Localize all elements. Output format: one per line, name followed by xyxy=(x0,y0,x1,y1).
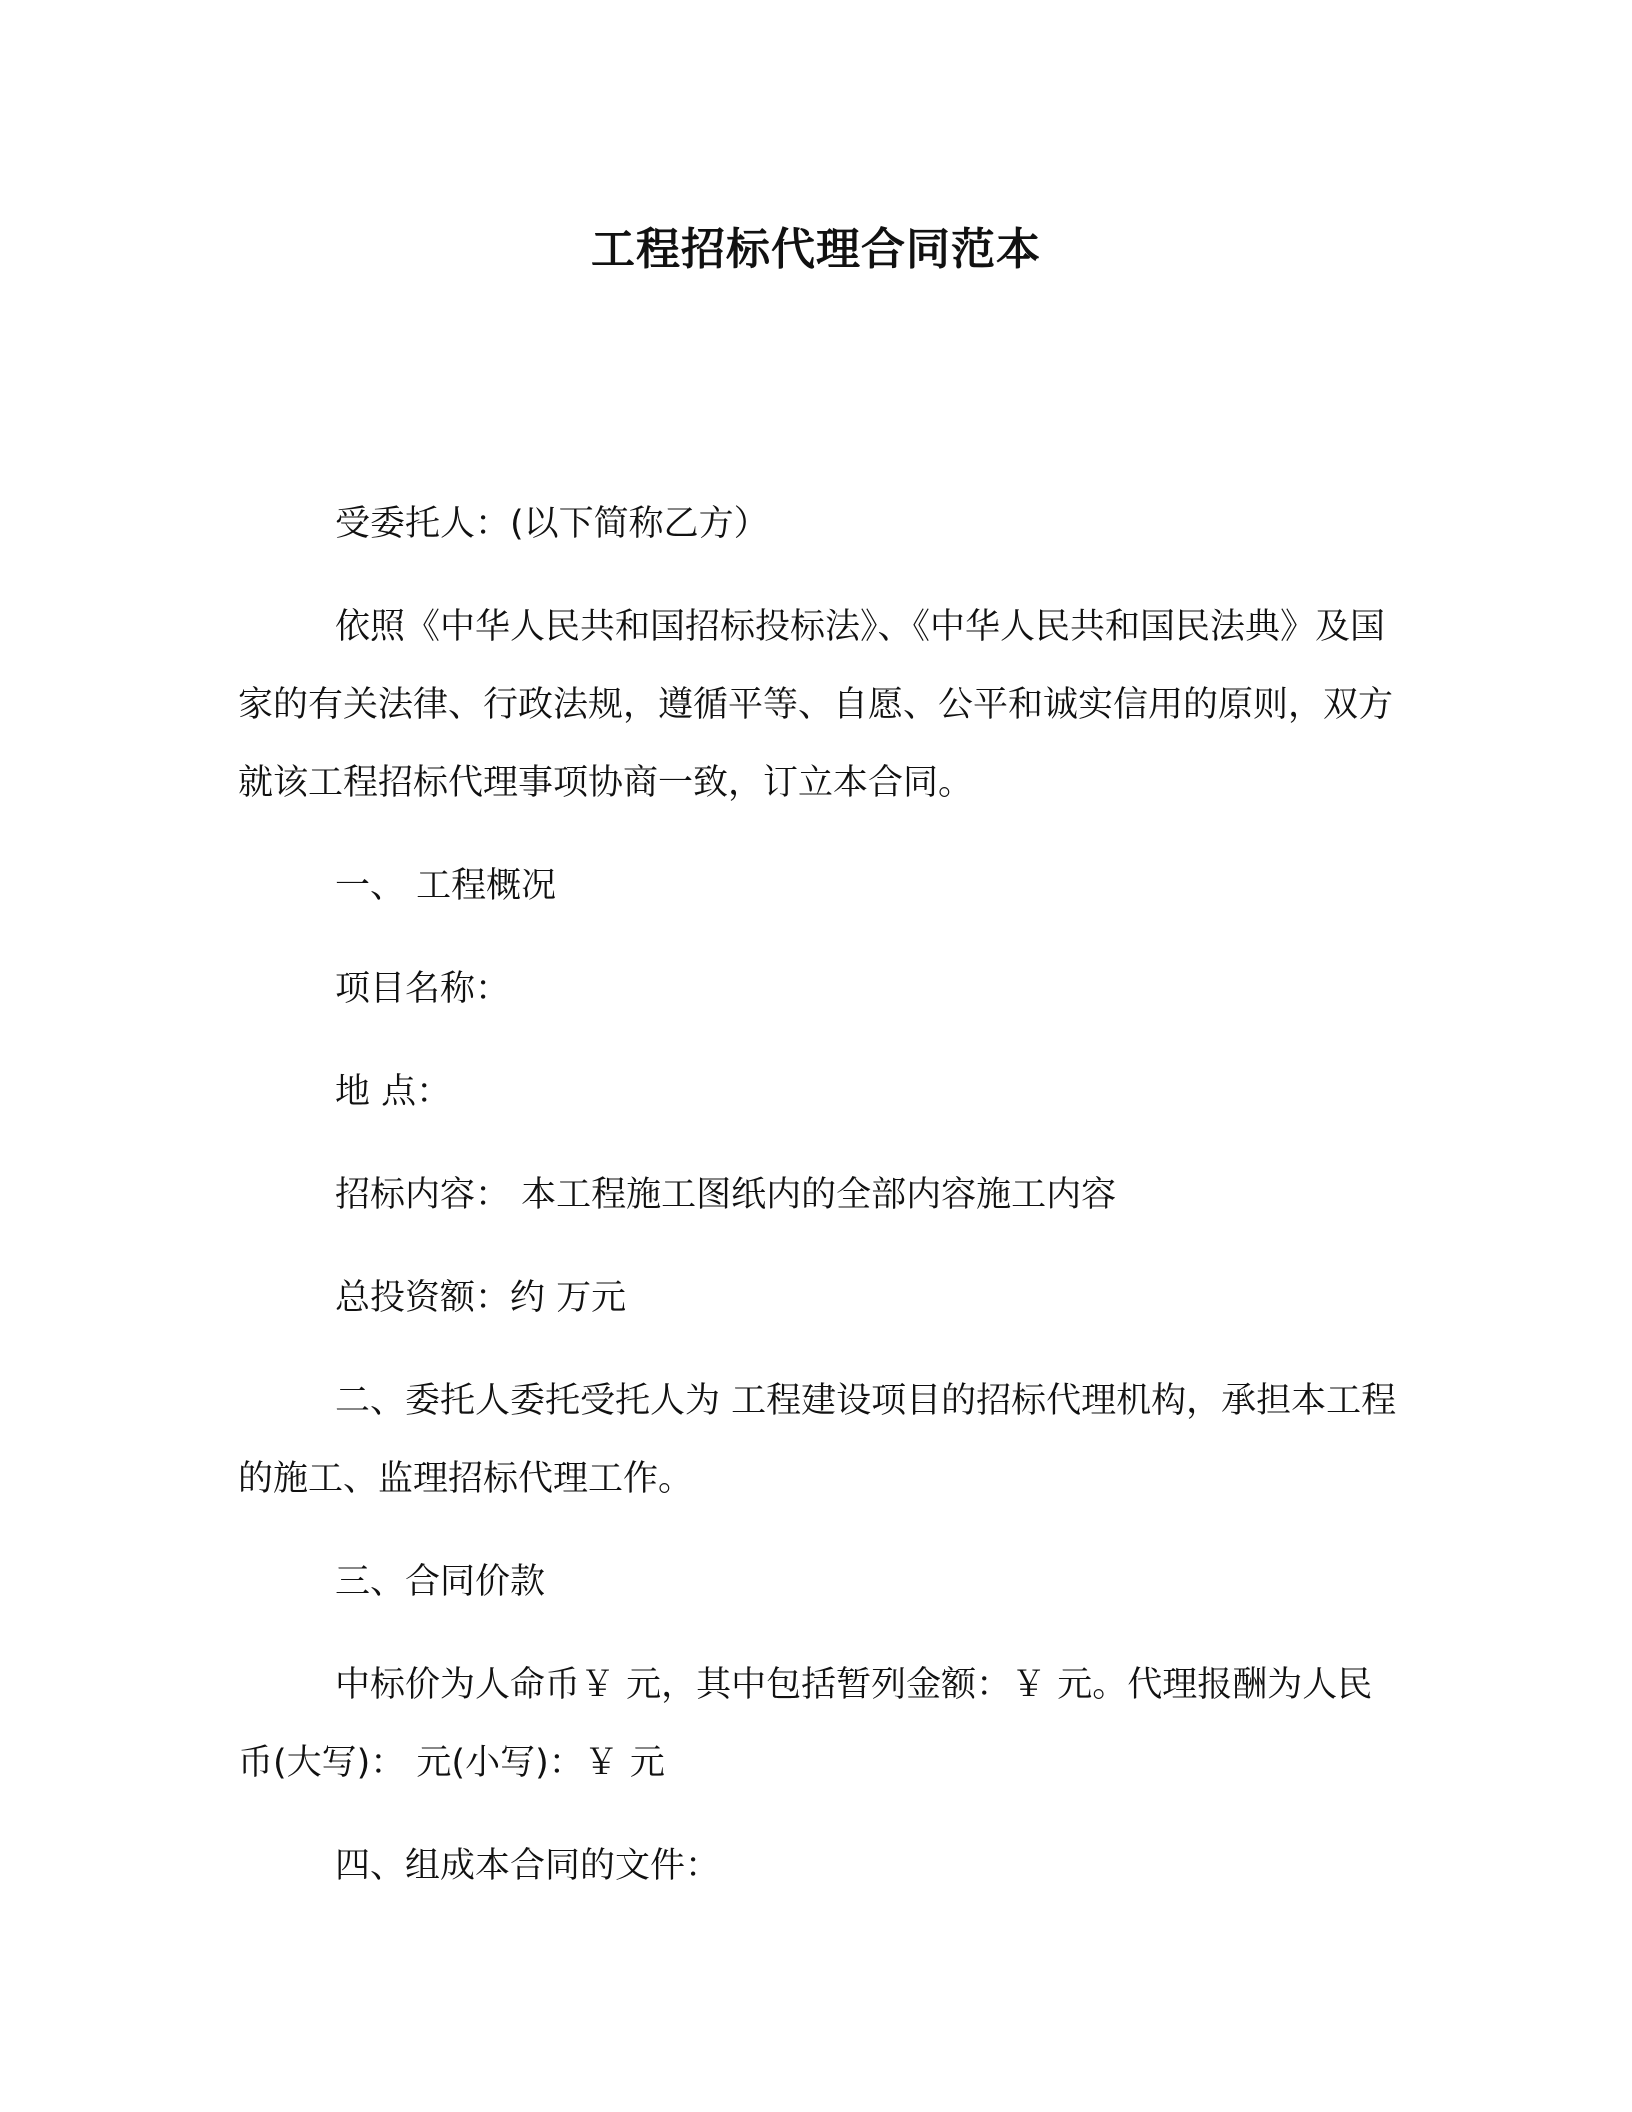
section-heading-project-overview: 一、 工程概况 xyxy=(335,866,557,906)
paragraph-entrustment: 二、委托人委托受托人为 工程建设项目的招标代理机构，承担本工程的施工、监理招标代理工作。 xyxy=(238,1381,1397,1499)
section-heading-contract-documents: 四、组成本合同的文件： xyxy=(335,1846,721,1886)
paragraph-contract-price: 中标价为人命币￥ 元，其中包括暂列金额：￥ 元。代理报酬为人民币(大写)： 元(小写)：￥ 元 xyxy=(238,1665,1373,1783)
paragraph-legal-basis: 依照《中华人民共和国招标投标法》、《中华人民共和国民法典》及国家的有关法律、行政法规，遵循平等、自愿、公平和诚实信用的原则，双方就该工程招标代理事项协商一致，订立本合同。 xyxy=(238,607,1394,803)
field-tender-content: 招标内容： 本工程施工图纸内的全部内容施工内容 xyxy=(335,1175,1117,1215)
paragraph-entrustee: 受委托人：(以下简称乙方） xyxy=(335,504,769,544)
field-total-investment: 总投资额：约 万元 xyxy=(335,1278,627,1318)
field-location: 地 点： xyxy=(335,1072,452,1112)
section-heading-contract-price: 三、合同价款 xyxy=(335,1562,546,1602)
field-project-name: 项目名称： xyxy=(335,969,511,1009)
document-body xyxy=(238,485,1398,1930)
document-title: 工程招标代理合同范本 xyxy=(591,224,1041,275)
